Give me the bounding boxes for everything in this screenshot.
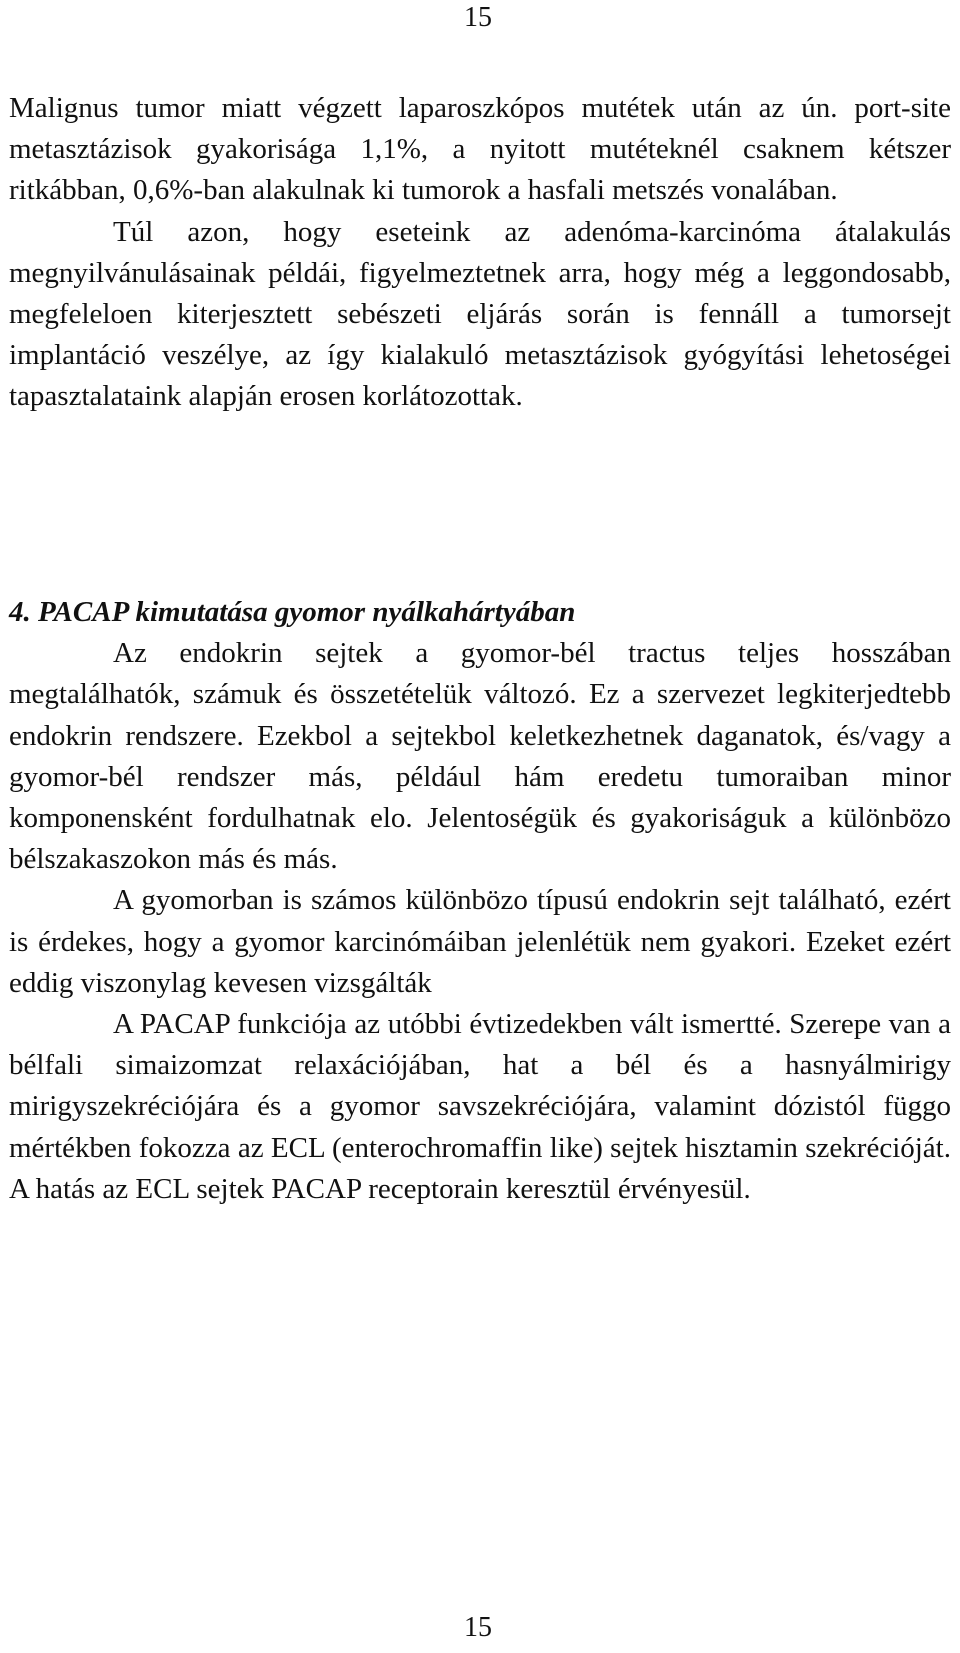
paragraph: Az endokrin sejtek a gyomor-bél tractus teljes hosszában megtalálhatók, számuk és összetételük változó. Ez a szervezet legkiterjedtebb endokrin rendszere. Ezekbol a sejtekbol keletkezhetnek daganatok, és/vagy a gyomor-bél rendszer más, például hám eredetu tumoraiban minor komponensként fordulhatnak elo. Jelentoségük és gyakoriságuk a különbözo bélszakaszokon más és más. <box>9 637 951 876</box>
paragraph: A gyomorban is számos különbözo típusú endokrin sejt található, ezért is érdekes, hogy a gyomor karcinómáiban jelenlétük nem gyakori. Ezeket ezért eddig viszonylag kevesen vizsgálták <box>9 884 951 999</box>
paragraph: Malignus tumor miatt végzett laparoszkópos mutétek után az ún. port-site metasztázisok gyakorisága 1,1%, a nyitott mutéteknél csaknem kétszer ritkábban, 0,6%-ban alakulnak ki tumorok a hasfali metszés vonalában. <box>9 92 951 207</box>
section-heading: 4. PACAP kimutatása gyomor nyálkahártyában <box>9 596 576 628</box>
page-number-top: 15 <box>464 2 492 33</box>
paragraph: Túl azon, hogy eseteink az adenóma-karcinóma átalakulás megnyilvánulásainak példái, figyelmeztetnek arra, hogy még a leggondosabb, megfeleloen kiterjesztett sebészeti eljárás során is fennáll a tumorsejt implantáció veszélye, az így kialakuló metasztázisok gyógyítási lehetoségei tapasztalataink alapján erosen korlátozottak. <box>9 215 951 413</box>
page-number-bottom: 15 <box>464 1612 492 1643</box>
intro-section <box>9 88 951 418</box>
paragraph: A PACAP funkciója az utóbbi évtizedekben vált ismertté. Szerepe van a bélfali simaizomzat relaxációjában, hat a bél és a hasnyálmirigy mirigyszekréciójára és a gyomor savszekréciójára, valamint dózistól függo mértékben fokozza az ECL (enterochromaffin like) sejtek hisztamin szekrécióját. A hatás az ECL sejtek PACAP receptorain keresztül érvényesül. <box>9 1008 951 1205</box>
section-4 <box>9 592 951 1210</box>
